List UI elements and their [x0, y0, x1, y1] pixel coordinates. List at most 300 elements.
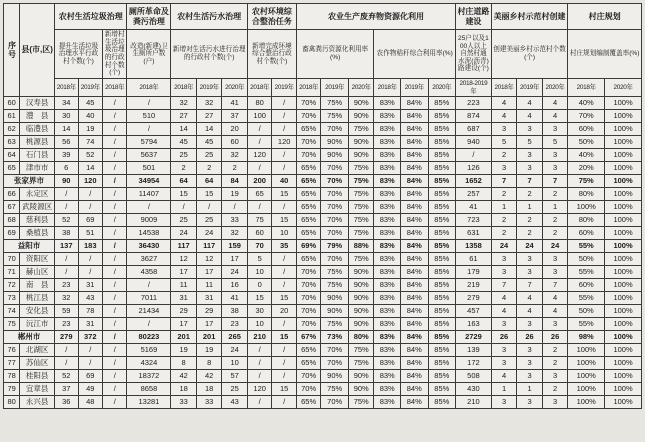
value-cell: 31 — [171, 292, 197, 305]
county-name: 汉寿县 — [20, 97, 55, 110]
year-header-cell: 2018-2019年 — [456, 79, 492, 97]
serial-number: 72 — [4, 279, 20, 292]
value-cell: 1 — [517, 201, 543, 214]
value-cell: / — [55, 253, 78, 266]
value-cell: 90% — [348, 279, 374, 292]
subheader-livestock-manure-rate: 畜禽粪污资源化利用率(%) — [296, 30, 374, 79]
value-cell: 33 — [196, 396, 222, 409]
value-cell: 27 — [196, 110, 222, 123]
county-name: 武陵源区 — [20, 201, 55, 214]
value-cell: 83% — [374, 383, 401, 396]
value-cell: 29 — [196, 305, 222, 318]
year-header-row — [4, 79, 642, 97]
value-cell: 16 — [222, 279, 248, 292]
value-cell: 14 — [171, 123, 197, 136]
value-cell: 83% — [374, 110, 401, 123]
value-cell: 4 — [517, 292, 543, 305]
value-cell: 940 — [456, 136, 492, 149]
value-cell: / — [55, 201, 78, 214]
county-row — [4, 370, 642, 383]
value-cell: 55% — [568, 266, 605, 279]
value-cell: 4 — [491, 370, 517, 383]
value-cell: 85% — [428, 370, 456, 383]
group-header-garbage: 农村生活垃圾治理 — [55, 4, 127, 30]
value-cell: 49 — [78, 383, 102, 396]
value-cell: 38 — [55, 227, 78, 240]
value-cell: 65% — [296, 162, 320, 175]
value-cell: 90% — [321, 149, 349, 162]
value-cell: 19 — [171, 344, 197, 357]
value-cell: 17 — [171, 318, 197, 331]
year-header-cell: 2019年 — [400, 79, 428, 97]
value-cell: 83% — [374, 266, 401, 279]
value-cell: / — [127, 97, 171, 110]
serial-number: 75 — [4, 318, 20, 331]
year-header-cell: 2020年 — [428, 79, 456, 97]
value-cell: 45 — [196, 136, 222, 149]
value-cell: 2729 — [456, 331, 492, 344]
value-cell: 41 — [222, 292, 248, 305]
value-cell: 23 — [55, 318, 78, 331]
county-name: 桃江县 — [20, 292, 55, 305]
value-cell: 3 — [542, 149, 568, 162]
value-cell: 70% — [296, 370, 320, 383]
county-name: 桃源县 — [20, 136, 55, 149]
value-cell: 75% — [321, 383, 349, 396]
value-cell: 100% — [605, 253, 642, 266]
value-cell: 65 — [247, 188, 271, 201]
value-cell: 1 — [491, 383, 517, 396]
value-cell: 3 — [542, 318, 568, 331]
year-header-cell: 2018年 — [491, 79, 517, 97]
value-cell: 65% — [296, 123, 320, 136]
value-cell: 85% — [428, 279, 456, 292]
value-cell: 2 — [517, 188, 543, 201]
value-cell: 85% — [428, 214, 456, 227]
value-cell: 83% — [374, 331, 401, 344]
value-cell: 84% — [400, 136, 428, 149]
table-body — [4, 97, 642, 409]
value-cell: 100% — [568, 344, 605, 357]
value-cell: 100% — [605, 162, 642, 175]
value-cell: 2 — [542, 357, 568, 370]
value-cell: 7 — [491, 175, 517, 188]
county-name: 永定区 — [20, 188, 55, 201]
value-cell: 40% — [568, 149, 605, 162]
value-cell: 65% — [296, 253, 320, 266]
value-cell: / — [102, 253, 127, 266]
value-cell: / — [127, 318, 171, 331]
value-cell: 98% — [568, 331, 605, 344]
county-row — [4, 149, 642, 162]
value-cell: / — [196, 201, 222, 214]
value-cell: / — [55, 266, 78, 279]
value-cell: 69 — [78, 214, 102, 227]
value-cell: 43 — [78, 292, 102, 305]
value-cell: 42 — [196, 370, 222, 383]
value-cell: 3 — [491, 318, 517, 331]
value-cell: 70% — [321, 253, 349, 266]
value-cell: 75% — [348, 253, 374, 266]
value-cell: / — [102, 305, 127, 318]
value-cell: 7 — [517, 279, 543, 292]
value-cell: 24 — [222, 344, 248, 357]
value-cell: 3 — [542, 253, 568, 266]
value-cell: 52 — [78, 149, 102, 162]
value-cell: 100% — [568, 201, 605, 214]
value-cell: 55% — [568, 292, 605, 305]
value-cell: / — [102, 110, 127, 123]
value-cell: / — [272, 370, 296, 383]
value-cell: 40 — [272, 175, 296, 188]
county-name: 沅江市 — [20, 318, 55, 331]
value-cell: / — [272, 318, 296, 331]
value-cell: 26 — [542, 331, 568, 344]
value-cell: 83% — [374, 162, 401, 175]
value-cell: 23 — [55, 279, 78, 292]
value-cell: 2 — [196, 162, 222, 175]
year-header-cell: 2020年 — [348, 79, 374, 97]
value-cell: 4 — [542, 97, 568, 110]
value-cell: / — [247, 357, 271, 370]
group-header-roads: 村庄道路建设 — [456, 4, 492, 30]
county-row — [4, 123, 642, 136]
value-cell: 80 — [247, 97, 271, 110]
value-cell: 55% — [568, 318, 605, 331]
value-cell: 83% — [374, 279, 401, 292]
value-cell: 4 — [491, 110, 517, 123]
value-cell: 83% — [374, 344, 401, 357]
value-cell: 75 — [247, 214, 271, 227]
value-cell: 279 — [456, 292, 492, 305]
value-cell: 84% — [400, 175, 428, 188]
value-cell: 0 — [247, 279, 271, 292]
value-cell: 65% — [296, 201, 320, 214]
year-header-cell: 2018年 — [171, 79, 197, 97]
subheader-road-construction: 25户以及100人以上自然村通水泥(沥青)路建设(个) — [456, 30, 492, 79]
value-cell: / — [78, 357, 102, 370]
value-cell: 501 — [127, 162, 171, 175]
value-cell: 100% — [605, 305, 642, 318]
value-cell: 200 — [247, 175, 271, 188]
serial-number: 73 — [4, 292, 20, 305]
value-cell: 100% — [605, 97, 642, 110]
value-cell: / — [78, 344, 102, 357]
value-cell: / — [272, 279, 296, 292]
value-cell: / — [456, 149, 492, 162]
value-cell: 41 — [222, 97, 248, 110]
value-cell: 52 — [55, 214, 78, 227]
value-cell: 15 — [247, 292, 271, 305]
value-cell: 70 — [247, 240, 271, 253]
value-cell: 85% — [428, 318, 456, 331]
value-cell: 3 — [491, 266, 517, 279]
value-cell: 83% — [374, 201, 401, 214]
value-cell: 723 — [456, 214, 492, 227]
county-row — [4, 214, 642, 227]
value-cell: 83% — [374, 149, 401, 162]
city-total-row — [4, 175, 642, 188]
value-cell: 5 — [247, 253, 271, 266]
value-cell: 37 — [222, 110, 248, 123]
year-header-cell: 2019年 — [272, 79, 296, 97]
value-cell: 84% — [400, 344, 428, 357]
value-cell: 84% — [400, 331, 428, 344]
value-cell: 84% — [400, 396, 428, 409]
value-cell: / — [247, 201, 271, 214]
value-cell: 85% — [428, 357, 456, 370]
value-cell: 39 — [55, 149, 78, 162]
year-header-cell: 2018年 — [568, 79, 605, 97]
value-cell: 3 — [517, 396, 543, 409]
value-cell: / — [102, 318, 127, 331]
value-cell: 83% — [374, 370, 401, 383]
value-cell: 3 — [542, 266, 568, 279]
value-cell: 15 — [272, 331, 296, 344]
value-cell: 3 — [517, 318, 543, 331]
value-cell: 14538 — [127, 227, 171, 240]
value-cell: 100% — [605, 110, 642, 123]
value-cell: 83% — [374, 136, 401, 149]
value-cell: 84% — [400, 240, 428, 253]
value-cell: 15 — [272, 188, 296, 201]
value-cell: / — [247, 344, 271, 357]
value-cell: 14 — [78, 162, 102, 175]
value-cell: 100% — [605, 149, 642, 162]
value-cell: 30 — [247, 305, 271, 318]
value-cell: 3 — [491, 344, 517, 357]
value-cell: 50% — [568, 305, 605, 318]
value-cell: 70% — [321, 214, 349, 227]
value-cell: 70% — [296, 279, 320, 292]
value-cell: 43 — [222, 396, 248, 409]
value-cell: 508 — [456, 370, 492, 383]
value-cell: 3 — [517, 149, 543, 162]
group-header-sewage: 农村生活污水治理 — [171, 4, 248, 30]
value-cell: 457 — [456, 305, 492, 318]
value-cell: 100% — [605, 240, 642, 253]
value-cell: 9009 — [127, 214, 171, 227]
value-cell: / — [247, 136, 271, 149]
value-cell: 70% — [296, 383, 320, 396]
value-cell: / — [127, 201, 171, 214]
value-cell: 12 — [196, 253, 222, 266]
value-cell: 20 — [272, 305, 296, 318]
value-cell: 27 — [171, 110, 197, 123]
year-header-cell: 2019年 — [321, 79, 349, 97]
year-header-cell: 2018年 — [374, 79, 401, 97]
serial-number: 68 — [4, 214, 20, 227]
value-cell: 4 — [491, 292, 517, 305]
county-row — [4, 318, 642, 331]
value-cell: 4 — [542, 292, 568, 305]
city-name: 益阳市 — [4, 240, 55, 253]
value-cell: 19 — [78, 123, 102, 136]
value-cell: 83% — [374, 214, 401, 227]
county-row — [4, 292, 642, 305]
value-cell: 2 — [517, 227, 543, 240]
value-cell: 257 — [456, 188, 492, 201]
value-cell: 84% — [400, 162, 428, 175]
value-cell: 137 — [55, 240, 78, 253]
value-cell: / — [222, 201, 248, 214]
value-cell: 100% — [605, 357, 642, 370]
value-cell: 36430 — [127, 240, 171, 253]
value-cell: 2 — [222, 162, 248, 175]
value-cell: / — [272, 110, 296, 123]
value-cell: / — [102, 175, 127, 188]
value-cell: 85% — [428, 305, 456, 318]
county-name: 安化县 — [20, 305, 55, 318]
value-cell: 75% — [321, 266, 349, 279]
value-cell: / — [102, 123, 127, 136]
value-cell: 75% — [348, 188, 374, 201]
value-cell: 85% — [428, 396, 456, 409]
value-cell: / — [272, 357, 296, 370]
value-cell: / — [55, 344, 78, 357]
value-cell: 30 — [55, 110, 78, 123]
value-cell: 55% — [568, 240, 605, 253]
value-cell: 3 — [517, 162, 543, 175]
value-cell: 4 — [542, 110, 568, 123]
county-name: 永兴县 — [20, 396, 55, 409]
value-cell: 1 — [517, 383, 543, 396]
value-cell: / — [55, 188, 78, 201]
value-cell: 5794 — [127, 136, 171, 149]
value-cell: 100% — [605, 188, 642, 201]
value-cell: 24 — [171, 227, 197, 240]
value-cell: 26 — [517, 331, 543, 344]
year-header-cell: 2018年 — [55, 79, 78, 97]
value-cell: 32 — [171, 97, 197, 110]
year-header-cell: 2019年 — [196, 79, 222, 97]
value-cell: 84% — [400, 123, 428, 136]
value-cell: 85% — [428, 136, 456, 149]
value-cell: 83% — [374, 253, 401, 266]
value-cell: / — [247, 396, 271, 409]
value-cell: 70% — [296, 110, 320, 123]
value-cell: 84% — [400, 266, 428, 279]
value-cell: 75% — [348, 123, 374, 136]
value-cell: 15 — [196, 188, 222, 201]
county-row — [4, 344, 642, 357]
value-cell: 100% — [568, 357, 605, 370]
value-cell: 10 — [247, 318, 271, 331]
value-cell: 210 — [456, 396, 492, 409]
value-cell: / — [78, 201, 102, 214]
value-cell: 5 — [517, 136, 543, 149]
year-header-cell: 2018年 — [127, 79, 171, 97]
value-cell: 3 — [542, 370, 568, 383]
value-cell: 4324 — [127, 357, 171, 370]
serial-number: 78 — [4, 370, 20, 383]
value-cell: 65% — [296, 396, 320, 409]
value-cell: 25 — [171, 149, 197, 162]
county-row — [4, 279, 642, 292]
serial-number: 62 — [4, 123, 20, 136]
value-cell: 100% — [605, 370, 642, 383]
value-cell: 60% — [568, 123, 605, 136]
value-cell: 3 — [491, 162, 517, 175]
value-cell: 65% — [296, 175, 320, 188]
value-cell: 75% — [321, 318, 349, 331]
value-cell: 372 — [78, 331, 102, 344]
value-cell: 80% — [568, 188, 605, 201]
value-cell: 179 — [456, 266, 492, 279]
value-cell: 75% — [348, 344, 374, 357]
value-cell: 85% — [428, 149, 456, 162]
value-cell: 70% — [321, 188, 349, 201]
value-cell: 100% — [568, 383, 605, 396]
value-cell: 18 — [171, 383, 197, 396]
county-name: 赫山区 — [20, 266, 55, 279]
value-cell: 90% — [321, 136, 349, 149]
value-cell: / — [102, 97, 127, 110]
value-cell: 84% — [400, 110, 428, 123]
value-cell: 17 — [222, 253, 248, 266]
value-cell: 3 — [491, 123, 517, 136]
value-cell: 83% — [374, 175, 401, 188]
value-cell: / — [247, 162, 271, 175]
value-cell: 24 — [222, 266, 248, 279]
value-cell: 69 — [78, 370, 102, 383]
value-cell: 21434 — [127, 305, 171, 318]
value-cell: 31 — [78, 318, 102, 331]
value-cell: 90% — [348, 292, 374, 305]
year-header-cell: 2019年 — [517, 79, 543, 97]
value-cell: 85% — [428, 188, 456, 201]
value-cell: 70% — [321, 123, 349, 136]
value-cell: 51 — [78, 227, 102, 240]
value-cell: 210 — [247, 331, 271, 344]
value-cell: / — [102, 162, 127, 175]
serial-number: 61 — [4, 110, 20, 123]
group-header-toilet: 厕所革命及粪污治理 — [127, 4, 171, 30]
value-cell: 3 — [517, 344, 543, 357]
value-cell: 100% — [568, 370, 605, 383]
value-cell: 11407 — [127, 188, 171, 201]
value-cell: 85% — [428, 331, 456, 344]
value-cell: 90 — [55, 175, 78, 188]
value-cell: 20 — [222, 123, 248, 136]
value-cell: 84% — [400, 357, 428, 370]
value-cell: 83% — [374, 227, 401, 240]
value-cell: 11 — [171, 279, 197, 292]
value-cell: 75% — [568, 175, 605, 188]
value-cell: 219 — [456, 279, 492, 292]
value-cell: 3 — [491, 396, 517, 409]
value-cell: / — [102, 240, 127, 253]
value-cell: / — [102, 227, 127, 240]
value-cell: 84% — [400, 305, 428, 318]
value-cell: / — [272, 344, 296, 357]
value-cell: 70% — [296, 97, 320, 110]
value-cell: 90% — [348, 97, 374, 110]
county-row — [4, 136, 642, 149]
value-cell: 70% — [296, 318, 320, 331]
value-cell: 32 — [196, 97, 222, 110]
value-cell: 4358 — [127, 266, 171, 279]
subheader-demo-village-count: 创建美丽乡村示范村个数(个) — [491, 30, 568, 79]
value-cell: 510 — [127, 110, 171, 123]
value-cell: 40 — [78, 110, 102, 123]
value-cell: 8658 — [127, 383, 171, 396]
value-cell: 19 — [196, 344, 222, 357]
value-cell: 2 — [171, 162, 197, 175]
value-cell: 65% — [296, 357, 320, 370]
value-cell: 14 — [55, 123, 78, 136]
value-cell: / — [247, 370, 271, 383]
